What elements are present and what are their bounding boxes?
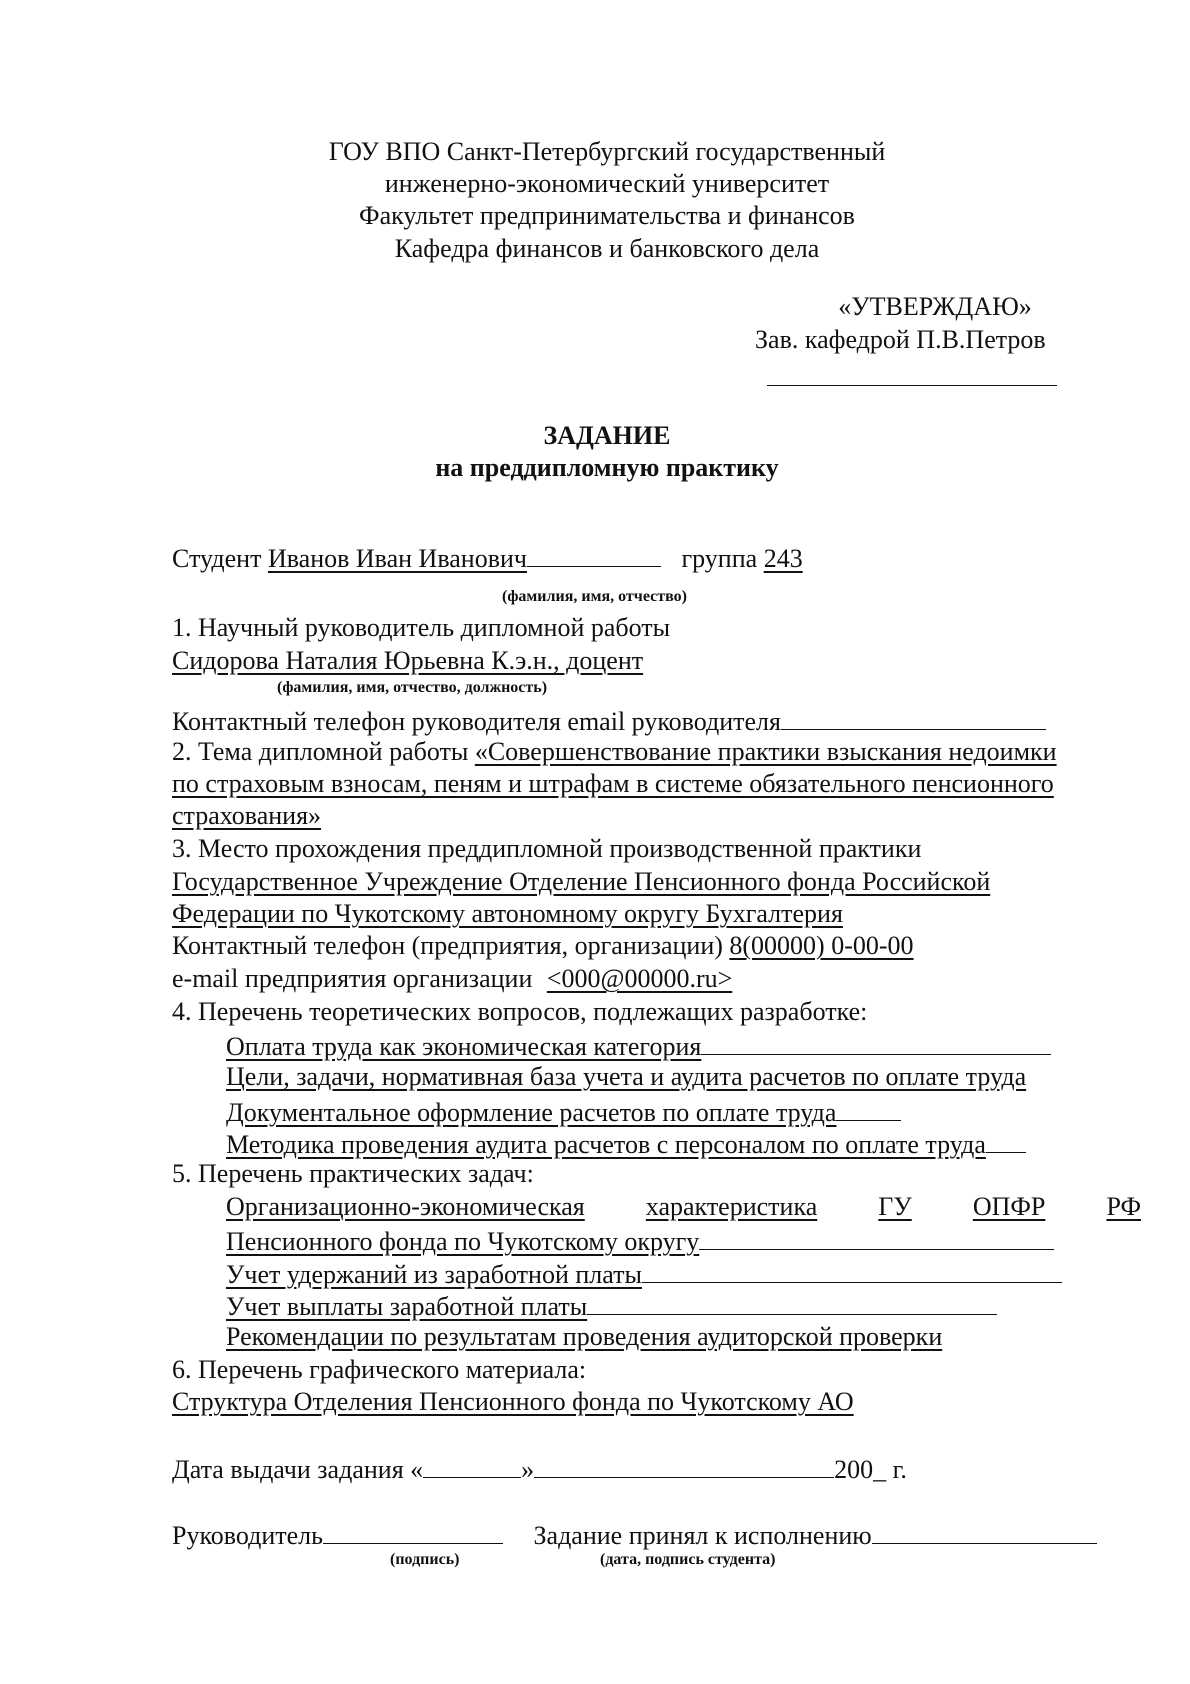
- theory-question-item: Методика проведения аудита расчетов с персоналом по оплате труда: [226, 1126, 1026, 1161]
- university-line-1: ГОУ ВПО Санкт-Петербургский государственный: [328, 137, 886, 166]
- practical-task-item: Рекомендации по результатам проведения аудиторской проверки: [226, 1322, 943, 1351]
- accepted-label: Задание принял к исполнению: [533, 1521, 872, 1550]
- department-line: Кафедра финансов и банковского дела: [394, 234, 820, 263]
- practice-place-line-2: Федерации по Чукотскому автономному округу Бухгалтерия: [172, 899, 843, 928]
- signatures-row: [172, 1517, 1097, 1552]
- issue-year: 200_ г.: [834, 1455, 907, 1484]
- student-signature-blank: [872, 1517, 1097, 1544]
- supervisor-hint: (фамилия, имя, отчество, должность): [277, 679, 548, 696]
- faculty-line: Факультет предпринимательства и финансов: [359, 201, 855, 230]
- practical-task-item: Учет удержаний из заработной платы: [226, 1256, 1062, 1291]
- supervisor-contact-blank: [781, 703, 1046, 730]
- practice-place-line-1: Государственное Учреждение Отделение Пенсионного фонда Российской: [172, 867, 991, 896]
- graphic-material-label: 6. Перечень графического материала:: [172, 1355, 587, 1384]
- supervisor-label: 1. Научный руководитель дипломной работы: [172, 613, 671, 642]
- group-label: группа: [681, 544, 758, 573]
- student-name: Иванов Иван Иванович: [267, 544, 527, 573]
- thesis-topic-line-2: по страховым взносам, пеням и штрафам в системе обязательного пенсионного: [172, 769, 1054, 798]
- thesis-topic-line-3: страхования»: [172, 801, 322, 830]
- supervisor-signature-blank: [323, 1517, 503, 1544]
- theory-questions-label: 4. Перечень теоретических вопросов, подлежащих разработке:: [172, 997, 868, 1026]
- student-hint: (фамилия, имя, отчество): [502, 588, 687, 605]
- issue-day-blank: [423, 1451, 521, 1478]
- issue-date-label: Дата выдачи задания «: [172, 1455, 424, 1484]
- practical-task-item: Организационно-экономическая характеристика ГУ ОПФР РФ: [226, 1192, 1141, 1221]
- practical-task-item: Учет выплаты заработной платы: [226, 1288, 997, 1323]
- organization-phone-label: Контактный телефон (предприятия, организации): [172, 931, 723, 960]
- student-name-blank: [527, 540, 661, 567]
- student-row: [172, 540, 803, 575]
- document-subtitle: на преддипломную практику: [435, 453, 779, 482]
- approval-signature-line: [767, 385, 1057, 386]
- organization-email: <000@00000.ru>: [546, 964, 733, 993]
- organization-phone-row: [172, 930, 914, 962]
- student-signature-hint: (дата, подпись студента): [600, 1551, 776, 1568]
- supervisor-contact-label: Контактный телефон руководителя email руководителя: [172, 707, 781, 736]
- issue-date-row: Дата выдачи задания « » 200_ г.: [172, 1451, 907, 1486]
- supervisor-signature-label: Руководитель: [172, 1521, 323, 1550]
- supervisor-contact-row: [172, 703, 1046, 738]
- signature-hint: (подпись): [390, 1551, 460, 1568]
- thesis-topic-line-1: «Совершенствование практики взыскания недоимки: [474, 737, 1057, 766]
- theory-question-item: Цели, задачи, нормативная база учета и аудита расчетов по оплате труда: [226, 1062, 1027, 1091]
- practical-tasks-label: 5. Перечень практических задач:: [172, 1159, 534, 1188]
- group-number: 243: [763, 544, 803, 573]
- organization-phone: 8(00000) 0-00-00: [729, 931, 914, 960]
- organization-email-label: e-mail предприятия организации: [172, 964, 533, 993]
- theory-question-item: Оплата труда как экономическая категория: [226, 1028, 1051, 1063]
- theory-question-item: Документальное оформление расчетов по оплате труда: [226, 1094, 901, 1129]
- supervisor-value: Сидорова Наталия Юрьевна К.э.н., доцент: [172, 646, 644, 675]
- practice-place-label: 3. Место прохождения преддипломной производственной практики: [172, 834, 922, 863]
- graphic-material-value: Структура Отделения Пенсионного фонда по Чукотскому АО: [172, 1387, 854, 1416]
- document-title: ЗАДАНИЕ: [543, 421, 671, 450]
- thesis-topic-label: 2. Тема дипломной работы: [172, 737, 469, 766]
- university-line-2: инженерно-экономический университет: [384, 169, 830, 198]
- practical-task-item: Пенсионного фонда по Чукотскому округу: [226, 1223, 1054, 1258]
- thesis-topic-row: [172, 736, 1057, 768]
- issue-month-blank: [534, 1451, 834, 1478]
- organization-email-row: [172, 963, 732, 995]
- approve-label: «УТВЕРЖДАЮ»: [838, 292, 1032, 321]
- student-label: Студент: [172, 544, 262, 573]
- head-of-department: Зав. кафедрой П.В.Петров: [755, 325, 1046, 354]
